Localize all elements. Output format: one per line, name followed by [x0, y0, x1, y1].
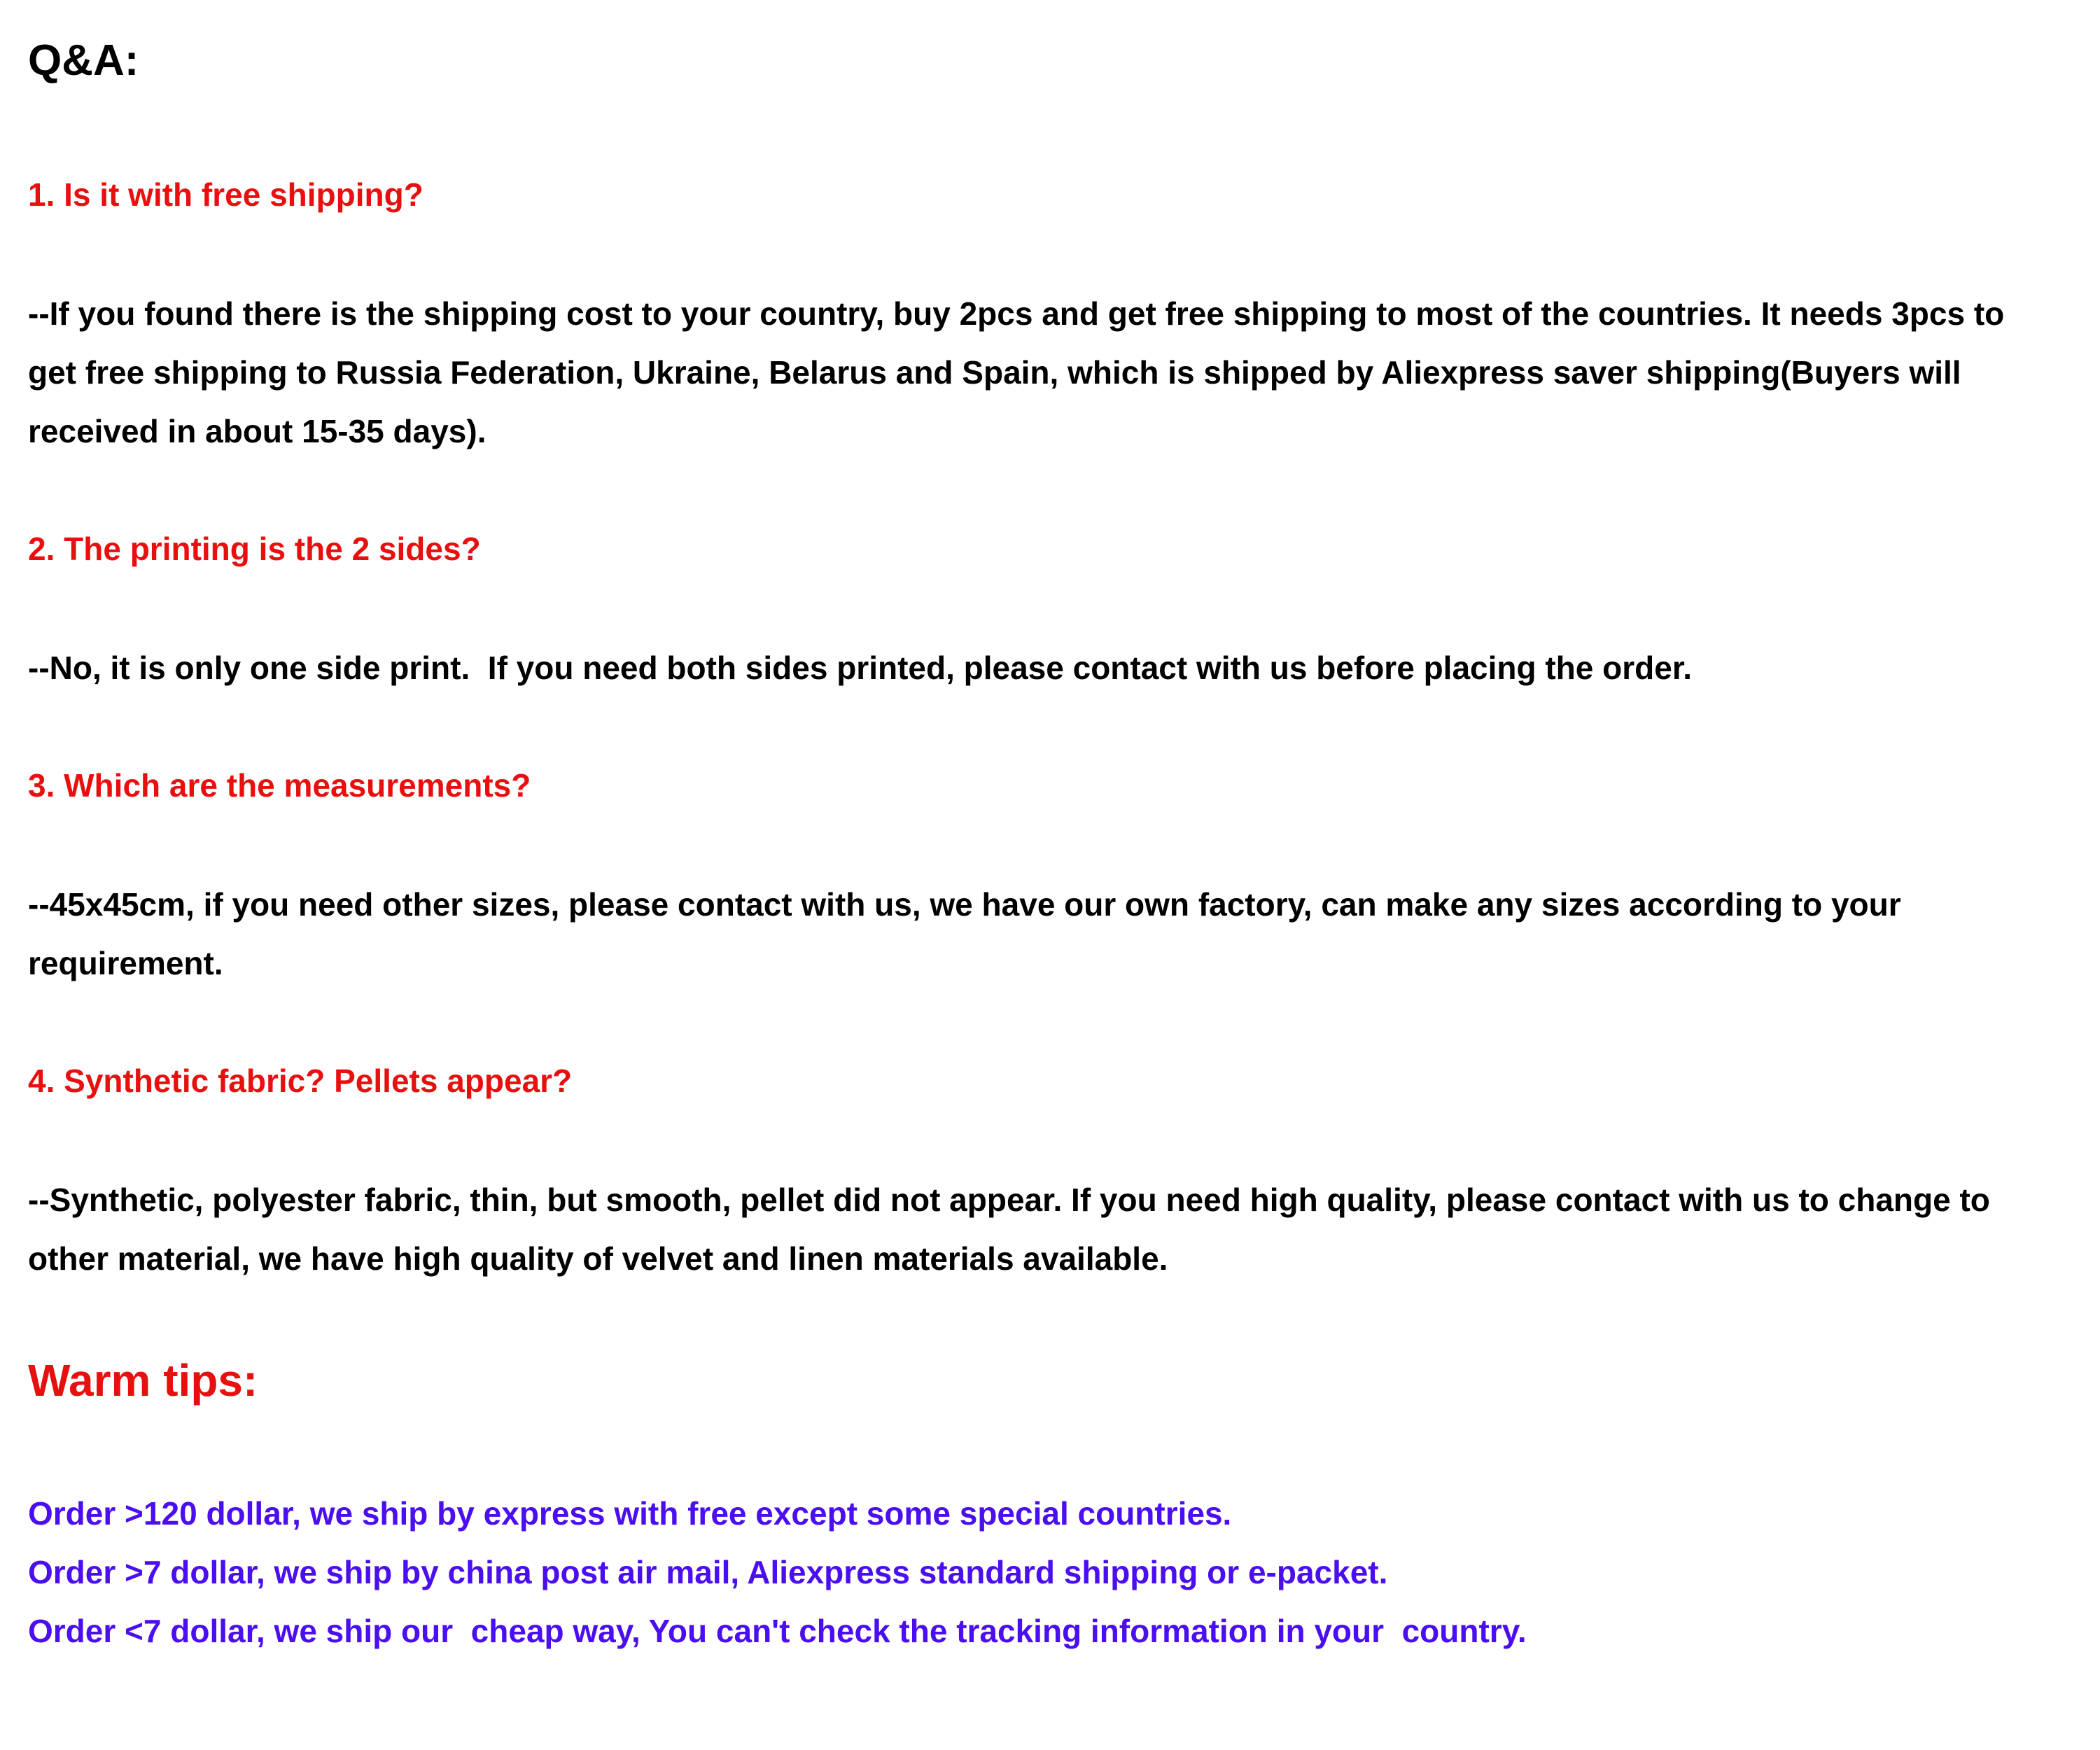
answer-3	[28, 875, 2093, 993]
answer-4-line-2: other material, we have high quality of velvet and linen materials available.	[28, 1240, 1168, 1277]
question-3: 3. Which are the measurements?	[28, 767, 531, 804]
warm-tip-item: Order >7 dollar, we ship by china post air mail, Aliexpress standard shipping or e-packet.	[28, 1554, 1388, 1590]
warm-tips-title: Warm tips:	[28, 1355, 258, 1406]
answer-1	[28, 284, 2093, 461]
answer-4	[28, 1170, 2093, 1288]
question-2: 2. The printing is the 2 sides?	[28, 531, 481, 567]
answer-1-line-3: received in about 15-35 days).	[28, 413, 486, 449]
warm-tip-item: Order <7 dollar, we ship our cheap way, You can't check the tracking information in your country.	[28, 1613, 1527, 1649]
answer-3-line-1: --45x45cm, if you need other sizes, please contact with us, we have our own factory, can make any sizes according to your	[28, 886, 1901, 923]
warm-tip-item: Order >120 dollar, we ship by express with free except some special countries.	[28, 1495, 1232, 1532]
question-4: 4. Synthetic fabric? Pellets appear?	[28, 1063, 573, 1099]
page-title: Q&A:	[28, 36, 139, 85]
answer-3-line-2: requirement.	[28, 945, 223, 981]
warm-tips-list	[28, 1484, 1527, 1660]
answer-1-line-1: --If you found there is the shipping cost to your country, buy 2pcs and get free shipping to most of the countries. It needs 3pcs to	[28, 295, 2005, 332]
answer-1-line-2: get free shipping to Russia Federation, Ukraine, Belarus and Spain, which is shipped by Aliexpress saver shipping(Buyers will	[28, 354, 1961, 391]
answer-2	[28, 638, 2093, 697]
answer-2-line-1: --No, it is only one side print. If you need both sides printed, please contact with us before placing the order.	[28, 650, 1692, 686]
question-1: 1. Is it with free shipping?	[28, 176, 424, 213]
answer-4-line-1: --Synthetic, polyester fabric, thin, but smooth, pellet did not appear. If you need high quality, please contact with us to change to	[28, 1182, 1990, 1218]
